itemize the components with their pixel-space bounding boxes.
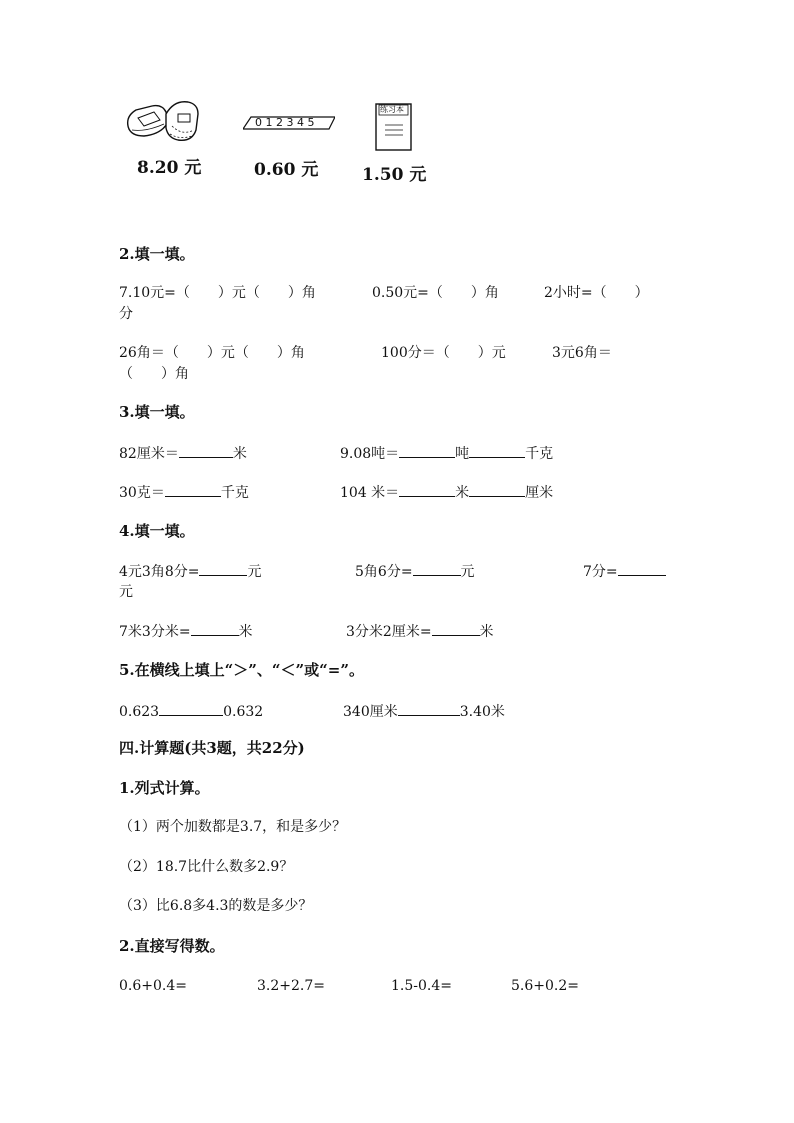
notebook-price: 1.50 元 (362, 165, 427, 185)
q2-line1d: 分 (119, 306, 133, 322)
answer-blank[interactable] (199, 561, 247, 576)
q3-b-unit1: 吨 (455, 446, 470, 462)
q3-d-unit2: 厘米 (525, 485, 554, 501)
answer-blank[interactable] (399, 482, 455, 497)
q4-item-c (583, 561, 666, 582)
q4-a-unit: 元 (247, 564, 262, 580)
answer-blank[interactable] (618, 561, 666, 576)
q3-d-unit1: 米 (455, 485, 470, 501)
s4-q1-item: （3）比6.8多4.3的数是多少？ (119, 898, 313, 914)
s4-q1-item: （2）18.7比什么数多2.9？ (119, 859, 294, 875)
q4-title: 4.填一填。 (119, 522, 195, 540)
q4-b-text: 5角6分= (355, 564, 413, 580)
q3-item-d (340, 482, 553, 503)
answer-blank[interactable] (432, 621, 480, 636)
q2-line2c: 3元6角＝ (552, 345, 612, 361)
q3-item-c (119, 482, 249, 503)
q5-item-a (119, 701, 263, 722)
q4-item-a (119, 561, 261, 582)
answer-blank[interactable] (398, 701, 460, 716)
answer-blank[interactable] (469, 443, 525, 458)
q5-a-right: 0.632 (223, 704, 264, 720)
q4-e-text: 3分米2厘米= (346, 624, 432, 640)
q2-line1a: 7.10元=（ ）元（ ）角 (119, 285, 316, 301)
answer-blank[interactable] (165, 482, 221, 497)
answer-blank[interactable] (469, 482, 525, 497)
q5-b-left: 340厘米 (343, 704, 398, 720)
q4-e-unit: 米 (479, 624, 494, 640)
q4-d-unit: 米 (238, 624, 253, 640)
ruler-price: 0.60 元 (254, 160, 319, 180)
s4-q2-item: 3.2+2.7= (257, 978, 325, 994)
q3-item-b (340, 443, 553, 464)
q3-d-text: 104 米＝ (340, 485, 400, 501)
q3-item-a (119, 443, 247, 464)
s4-q2-item: 5.6+0.2= (511, 978, 579, 994)
answer-blank[interactable] (179, 443, 233, 458)
s4-q1-title: 1.列式计算。 (119, 779, 210, 797)
q4-d-text: 7米3分米= (119, 624, 191, 640)
q4-item-d (119, 621, 253, 642)
q2-line2d: （ ）角 (119, 366, 189, 382)
s4-q1-item: （1）两个加数都是3.7，和是多少？ (119, 819, 347, 835)
q3-a-unit: 米 (232, 446, 247, 462)
s4-q2-item: 0.6+0.4= (119, 978, 187, 994)
q2-line1c: 2小时=（ ） (544, 285, 649, 301)
ruler-image (243, 116, 335, 130)
q3-c-unit: 千克 (220, 485, 249, 501)
q2-line1b: 0.50元=（ ）角 (372, 285, 499, 301)
q5-b-right: 3.40米 (459, 704, 505, 720)
answer-blank[interactable] (399, 443, 455, 458)
q3-b-text: 9.08吨＝ (340, 446, 400, 462)
q4-item-e (346, 621, 494, 642)
q5-item-b (343, 701, 505, 722)
q4-c-unit: 元 (119, 584, 133, 600)
shoes-price: 8.20 元 (137, 158, 202, 178)
section4-title: 四.计算题(共3题，共22分) (119, 739, 305, 757)
q4-c-text: 7分= (583, 564, 618, 580)
q3-title: 3.填一填。 (119, 403, 195, 421)
q3-c-text: 30克＝ (119, 485, 165, 501)
answer-blank[interactable] (413, 561, 461, 576)
q2-line2a: 26角＝（ ）元（ ）角 (119, 345, 305, 361)
q4-a-text: 4元3角8分= (119, 564, 200, 580)
answer-blank[interactable] (159, 701, 223, 716)
s4-q2-item: 1.5-0.4= (391, 978, 452, 994)
s4-q2-title: 2.直接写得数。 (119, 937, 225, 955)
q4-b-unit: 元 (460, 564, 475, 580)
q5-a-left: 0.623 (119, 704, 160, 720)
answer-blank[interactable] (191, 621, 239, 636)
q2-line2b: 100分＝（ ）元 (381, 345, 506, 361)
q5-title: 5.在横线上填上“＞”、“＜”或“=”。 (119, 661, 364, 679)
shoes-image (122, 96, 202, 146)
notebook-cover-label: 练习本 (380, 105, 404, 114)
q3-b-unit2: 千克 (525, 446, 554, 462)
notebook-image (375, 103, 412, 151)
q3-a-text: 82厘米＝ (119, 446, 179, 462)
q4-item-b (355, 561, 475, 582)
q2-title: 2.填一填。 (119, 245, 195, 263)
ruler-digits: 0 1 2 3 4 5 (255, 116, 315, 129)
